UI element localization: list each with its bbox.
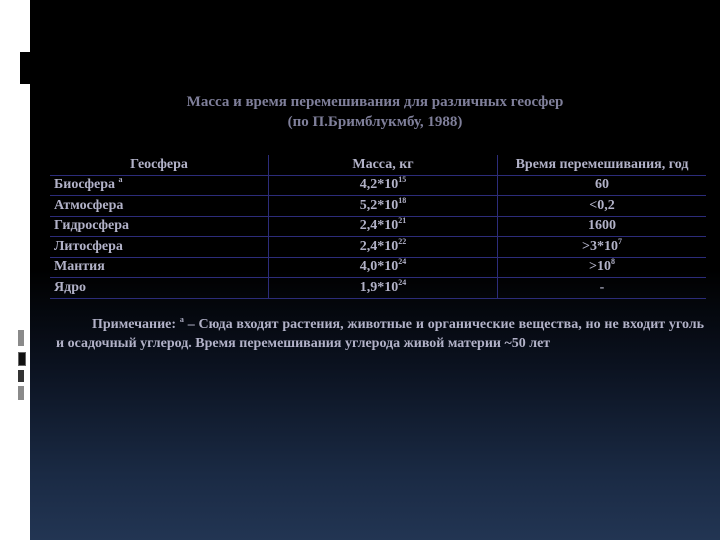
table-header-row (50, 155, 706, 175)
time-cell: 1600 (498, 216, 707, 237)
table-row (50, 216, 706, 237)
table-row (50, 175, 706, 196)
sphere-cell: Литосфера (50, 237, 269, 258)
mass-cell: $2,4*10^{22}$ (269, 237, 498, 258)
sphere-cell: Ядро (50, 278, 269, 299)
mass-cell: $5,2*10^{18}$ (269, 196, 498, 217)
column-header: Геосфера (50, 155, 269, 175)
column-header: Время перемешивания, год (498, 155, 707, 175)
footnote-mark: а (179, 315, 184, 324)
sphere-cell: Мантия (50, 257, 269, 278)
footnote-label: Примечание: (92, 317, 177, 332)
title-line-2: (по П.Бримблукмбу, 1988) (287, 114, 463, 130)
column-header: Масса, кг (269, 155, 498, 175)
mass-cell: $4,2*10^{15}$ (269, 175, 498, 196)
accent-square (18, 352, 26, 366)
time-cell: $>3*10^7$ (498, 237, 707, 258)
accent-square (18, 386, 24, 400)
mass-cell: $2,4*10^{21}$ (269, 216, 498, 237)
sphere-cell: Биосфера $^a$ (50, 175, 269, 196)
sphere-cell: Атмосфера (50, 196, 269, 217)
accent-square (18, 330, 24, 346)
mass-cell: $1,9*10^{24}$ (269, 278, 498, 299)
table-row (50, 237, 706, 258)
accent-bar (20, 52, 30, 84)
table-row (50, 257, 706, 278)
time-cell: $>10^8$ (498, 257, 707, 278)
accent-square (18, 370, 24, 382)
time-cell: <0,2 (498, 196, 707, 217)
footnote-text: – Сюда входят растения, животные и органические вещества, но не входит уголь и осадочный углерод. Время перемешивания углерода живой материи ~50 лет (56, 317, 705, 351)
time-cell: - (498, 278, 707, 299)
sphere-cell: Гидросфера (50, 216, 269, 237)
table-row (50, 278, 706, 299)
slide-title (30, 92, 720, 132)
table-row (50, 196, 706, 217)
geosphere-table (50, 155, 706, 299)
time-cell: 60 (498, 175, 707, 196)
footnote (56, 315, 704, 353)
title-line-1: Масса и время перемешивания для различных геосфер (186, 94, 564, 110)
mass-cell: $4,0*10^{24}$ (269, 257, 498, 278)
